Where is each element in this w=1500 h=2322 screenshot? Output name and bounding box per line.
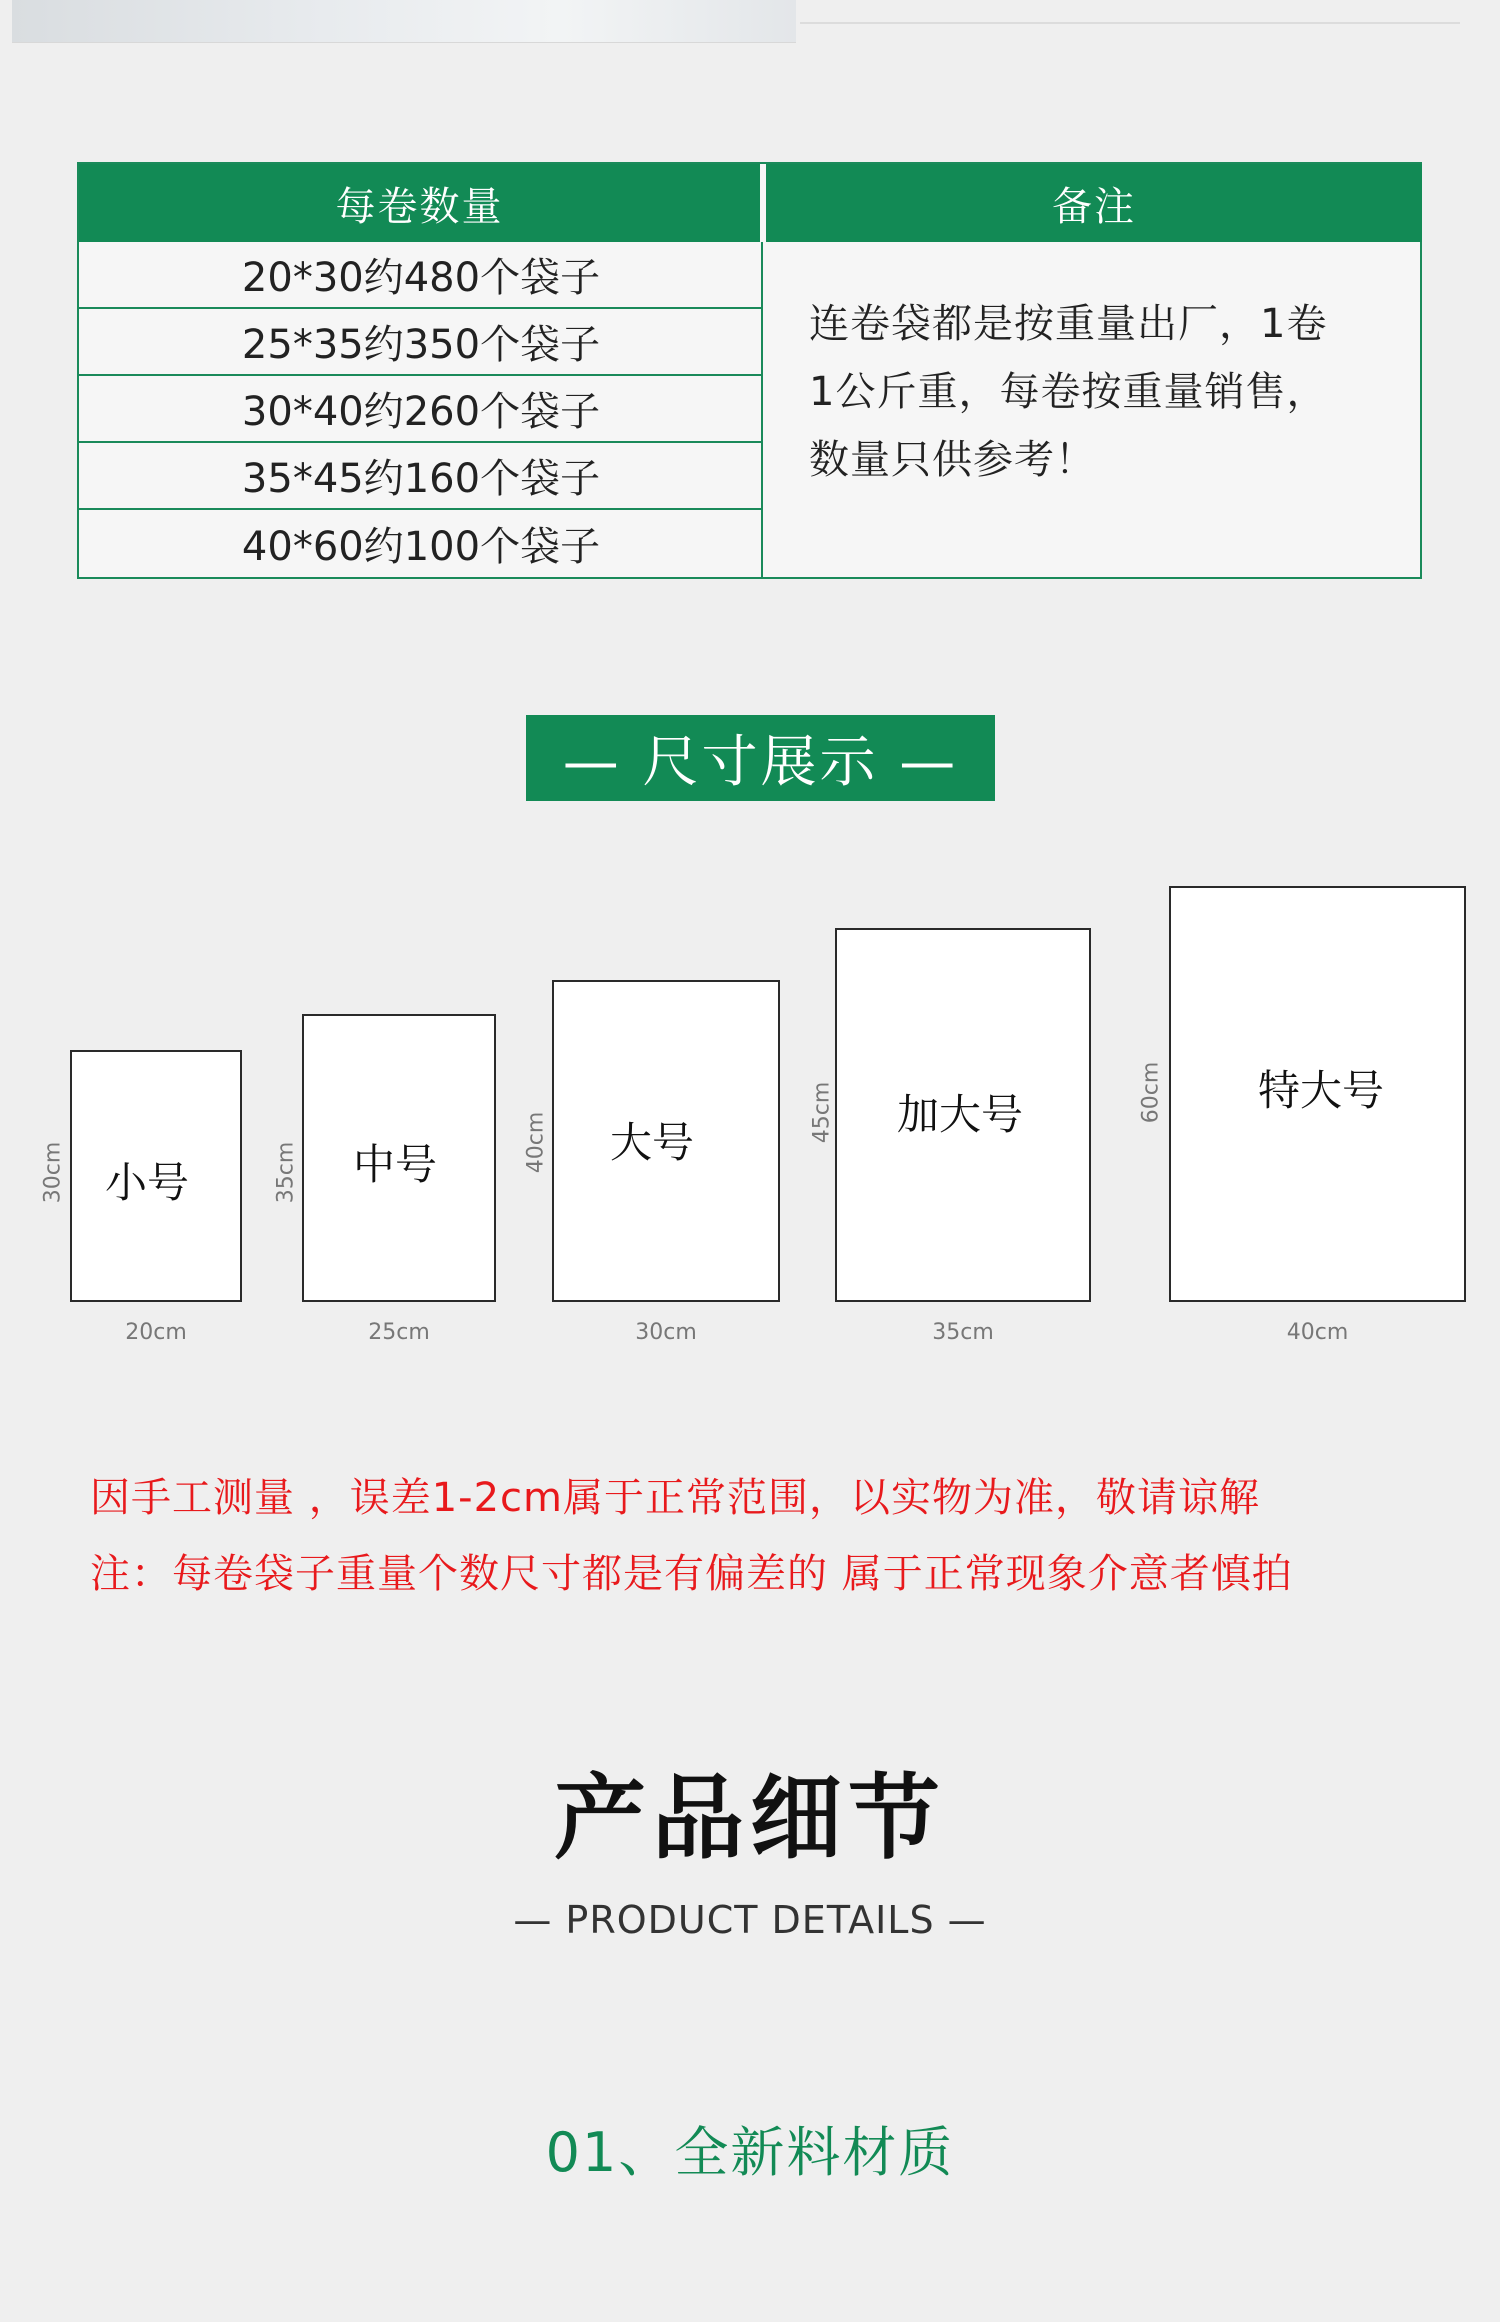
- table-header-quantity: 每卷数量: [79, 164, 760, 242]
- bag-width-xxlarge: 40cm: [1286, 1320, 1349, 1345]
- bag-width-small: 20cm: [125, 1320, 187, 1345]
- bag-height-small: 30cm: [40, 1141, 66, 1204]
- bag-height-large: 40cm: [523, 1111, 549, 1174]
- remark-line: 1公斤重，每卷按重量销售，: [809, 369, 1328, 415]
- bag-height-xlarge: 45cm: [809, 1081, 835, 1144]
- product-details-subtitle: — PRODUCT DETAILS —: [513, 1898, 987, 1942]
- table-row: 20*30约480个袋子: [79, 242, 763, 309]
- bag-height-xxlarge: 60cm: [1138, 1061, 1164, 1124]
- product-details-title: 产品细节: [553, 1765, 946, 1872]
- deviation-note: 注：每卷袋子重量个数尺寸都是有偏差的 属于正常现象介意者慎拍: [90, 1551, 1293, 1597]
- bag-label-xxlarge: 特大号: [1258, 1066, 1385, 1115]
- bag-label-medium: 中号: [353, 1140, 438, 1189]
- quantity-table: [77, 162, 1422, 579]
- bag-width-xlarge: 35cm: [932, 1320, 994, 1345]
- bag-label-small: 小号: [105, 1158, 190, 1207]
- size-section-title: — 尺寸展示 —: [526, 715, 995, 801]
- table-row: 25*35约350个袋子: [79, 309, 763, 376]
- measurement-note: 因手工测量 ，误差1-2cm属于正常范围，以实物为准，敬请谅解: [90, 1475, 1261, 1521]
- product-detail-item: 01、全新料材质: [545, 2121, 955, 2184]
- bag-label-xlarge: 加大号: [897, 1090, 1024, 1139]
- top-divider: [800, 22, 1460, 24]
- bag-label-large: 大号: [610, 1118, 695, 1167]
- bag-width-medium: 25cm: [368, 1320, 430, 1345]
- top-product-photo: [12, 0, 796, 43]
- bag-height-medium: 35cm: [273, 1141, 299, 1204]
- table-header-remark: 备注: [766, 164, 1422, 242]
- table-row: 30*40约260个袋子: [79, 376, 763, 443]
- bag-width-large: 30cm: [635, 1320, 697, 1345]
- table-row: 35*45约160个袋子: [79, 443, 763, 510]
- table-row: 40*60约100个袋子: [241, 524, 601, 570]
- remark-line: 连卷袋都是按重量出厂，1卷: [809, 301, 1328, 347]
- table-column-divider: [761, 242, 763, 577]
- table-remark: [809, 290, 1399, 494]
- remark-line: 数量只供参考！: [809, 437, 1096, 483]
